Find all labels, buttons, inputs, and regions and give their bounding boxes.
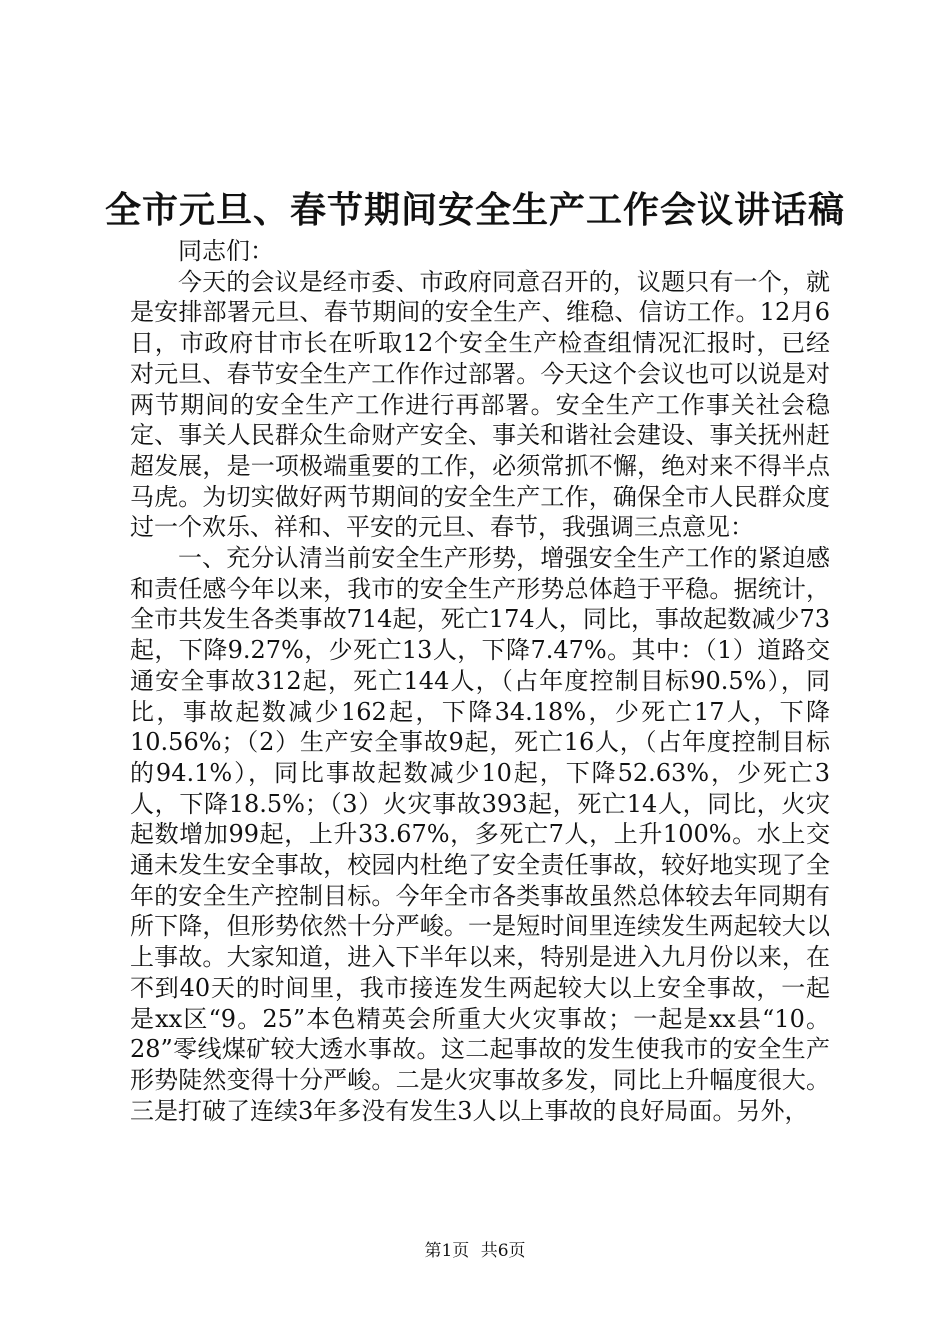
- document-body: [130, 236, 830, 1126]
- page-footer: [0, 1240, 950, 1262]
- page-total: 共6页: [480, 1241, 526, 1261]
- page-number: 第1页: [424, 1241, 470, 1261]
- document-title: 全市元旦、春节期间安全生产工作会议讲话稿: [104, 189, 845, 231]
- paragraph-intro: 今天的会议是经市委、市政府同意召开的，议题只有一个，就是安排部署元旦、春节期间的安全生产、维稳、信访工作。12月6日，市政府甘市长在听取12个安全生产检查组情况汇报时，已经对元旦、春节安全生产工作作过部署。今天这个会议也可以说是对两节期间的安全生产工作进行再部署。安全生产工作事关社会稳定、事关人民群众生命财产安全、事关和谐社会建设、事关抚州赶超发展，是一项极端重要的工作，必须常抓不懈，绝对来不得半点马虎。为切实做好两节期间的安全生产工作，确保全市人民群众度过一个欢乐、祥和、平安的元旦、春节，我强调三点意见：: [130, 267, 830, 542]
- salutation: 同志们：: [178, 237, 274, 265]
- paragraph-section-one: 一、充分认清当前安全生产形势，增强安全生产工作的紧迫感和责任感今年以来，我市的安全生产形势总体趋于平稳。据统计，全市共发生各类事故714起，死亡174人，同比，事故起数减少73起，下降9.27%，少死亡13人，下降7.47%。其中：（1）道路交通安全事故312起，死亡144人，（占年度控制目标90.5%），同比，事故起数减少162起，下降34.18%，少死亡17人，下降10.56%；（2）生产安全事故9起，死亡16人，（占年度控制目标的94.1%），同比事故起数减少10起，下降52.63%，少死亡3人，下降18.5%；（3）火灾事故393起，死亡14人，同比，火灾起数增加99起，上升33.67%，多死亡7人，上升100%。水上交通未发生安全事故，校园内杜绝了安全责任事故，较好地实现了全年的安全生产控制目标。今年全市各类事故虽然总体较去年同期有所下降，但形势依然十分严峻。一是短时间里连续发生两起较大以上事故。大家知道，进入下半年以来，特别是进入九月份以来，在不到40天的时间里，我市接连发生两起较大以上安全事故，一起是xx区“9。25”本色精英会所重大火灾事故；一起是xx县“10。28”零线煤矿较大透水事故。这二起事故的发生使我市的安全生产形势陡然变得十分严峻。二是火灾事故多发，同比上升幅度很大。三是打破了连续3年多没有发生3人以上事故的良好局面。另外，: [130, 544, 830, 1125]
